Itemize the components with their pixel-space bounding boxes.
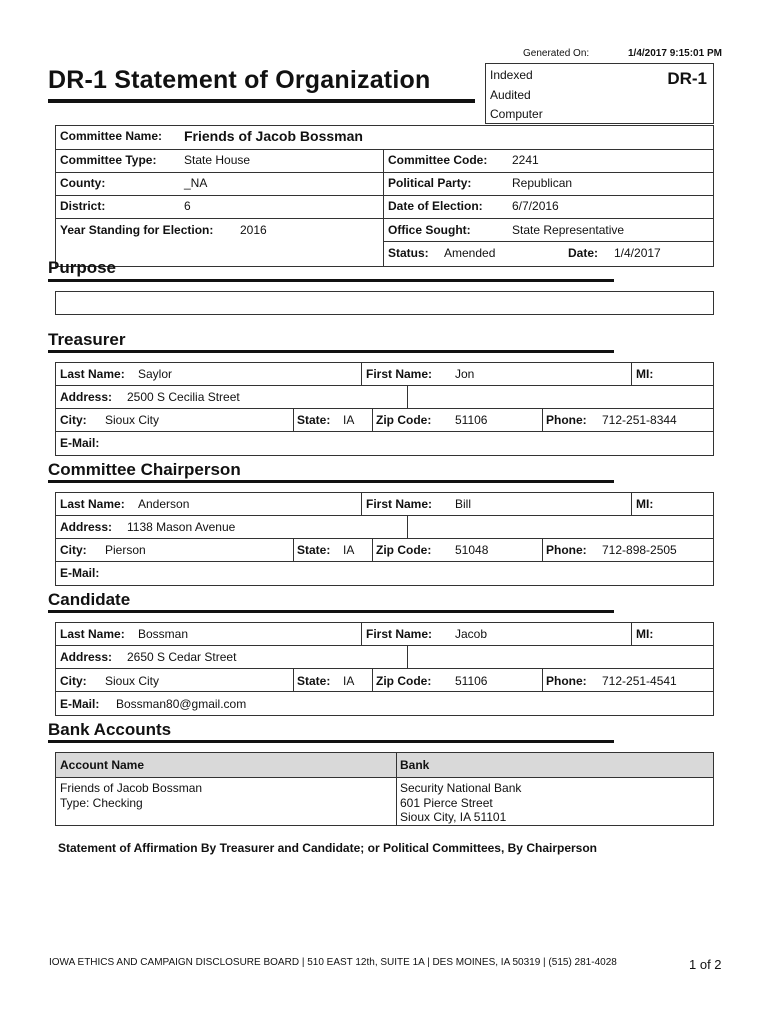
treasurer-heading: Treasurer — [48, 330, 126, 349]
bank-accounts-heading: Bank Accounts — [48, 720, 172, 739]
chairperson-zip: 51048 — [455, 543, 489, 557]
treasurer-mi-label: MI: — [636, 367, 654, 381]
chairperson-address: 1138 Mason Avenue — [127, 520, 236, 534]
candidate-address: 2650 S Cedar Street — [127, 650, 237, 664]
generated-on-label: Generated On: — [523, 48, 590, 59]
candidate-city: Sioux City — [105, 674, 160, 688]
political-party-label: Political Party: — [388, 176, 472, 190]
year-standing-label: Year Standing for Election: — [60, 223, 214, 237]
election-date-label: Date of Election: — [388, 199, 483, 213]
page-number: 1 of 2 — [689, 957, 722, 972]
candidate-state: IA — [343, 674, 355, 688]
district-label: District: — [60, 199, 106, 213]
candidate-zip-label: Zip Code: — [376, 674, 432, 688]
candidate-city-label: City: — [60, 674, 87, 688]
chairperson-state: IA — [343, 543, 355, 557]
candidate-first-name-label: First Name: — [366, 627, 433, 641]
chairperson-city-label: City: — [60, 543, 87, 557]
treasurer-city-label: City: — [60, 413, 87, 427]
purpose-heading: Purpose — [48, 258, 117, 277]
candidate-email-label: E-Mail: — [60, 697, 100, 711]
chairperson-email-label: E-Mail: — [60, 566, 100, 580]
treasurer-last-name-label: Last Name: — [60, 367, 125, 381]
candidate-phone-label: Phone: — [546, 674, 587, 688]
treasurer-address-label: Address: — [60, 390, 113, 404]
chairperson-phone: 712-898-2505 — [602, 543, 677, 557]
chairperson-last-name-label: Last Name: — [60, 497, 125, 511]
page-title: DR-1 Statement of Organization — [48, 66, 431, 94]
chairperson-zip-label: Zip Code: — [376, 543, 432, 557]
committee-code-label: Committee Code: — [388, 153, 488, 167]
county: _NA — [184, 176, 208, 190]
generated-on-value: 1/4/2017 9:15:01 PM — [628, 48, 722, 59]
treasurer-first-name: Jon — [455, 367, 475, 381]
filing-stamp-box — [485, 63, 714, 124]
chairperson-first-name-label: First Name: — [366, 497, 433, 511]
chairperson-last-name: Anderson — [138, 497, 190, 511]
treasurer-last-name: Saylor — [138, 367, 173, 381]
chairperson-rule — [48, 480, 614, 483]
office-sought-label: Office Sought: — [388, 223, 471, 237]
treasurer-state: IA — [343, 413, 355, 427]
chairperson-city: Pierson — [105, 543, 146, 557]
account-type-line: Type: Checking — [60, 796, 143, 810]
treasurer-rule — [48, 350, 614, 353]
chairperson-address-label: Address: — [60, 520, 113, 534]
chairperson-phone-label: Phone: — [546, 543, 587, 557]
election-date: 6/7/2016 — [512, 199, 559, 213]
year-standing: 2016 — [240, 223, 267, 237]
purpose-rule — [48, 279, 614, 282]
bank-header: Bank — [400, 758, 430, 772]
bank-name-line: Security National Bank — [400, 781, 522, 795]
committee-code: 2241 — [512, 153, 539, 167]
candidate-phone: 712-251-4541 — [602, 674, 677, 688]
treasurer-address: 2500 S Cecilia Street — [127, 390, 240, 404]
candidate-last-name: Bossman — [138, 627, 189, 641]
committee-type: State House — [184, 153, 251, 167]
stamp-indexed: Indexed — [490, 68, 533, 82]
candidate-heading: Candidate — [48, 590, 131, 609]
treasurer-state-label: State: — [297, 413, 331, 427]
affirmation-statement: Statement of Affirmation By Treasurer and Candidate; or Political Committees, By Chairperson — [58, 841, 597, 855]
treasurer-zip-label: Zip Code: — [376, 413, 432, 427]
chairperson-first-name: Bill — [455, 497, 472, 511]
treasurer-phone-label: Phone: — [546, 413, 587, 427]
political-party: Republican — [512, 176, 573, 190]
district: 6 — [184, 199, 191, 213]
bank-accounts-rule — [48, 740, 614, 743]
treasurer-email-label: E-Mail: — [60, 436, 100, 450]
bank-street-line: 601 Pierce Street — [400, 796, 493, 810]
bank-city-line: Sioux City, IA 51101 — [400, 810, 507, 824]
treasurer-city: Sioux City — [105, 413, 160, 427]
bank-table-header — [56, 753, 713, 778]
date: 1/4/2017 — [614, 246, 661, 260]
candidate-zip: 51106 — [455, 674, 488, 688]
account-name-line-1: Friends of Jacob Bossman — [60, 781, 203, 795]
date-label: Date: — [568, 246, 599, 260]
committee-name-label: Committee Name: — [60, 129, 163, 143]
committee-name: Friends of Jacob Bossman — [184, 128, 363, 144]
stamp-computer: Computer — [490, 107, 543, 121]
chairperson-state-label: State: — [297, 543, 331, 557]
status-label: Status: — [388, 246, 429, 260]
account-name-header: Account Name — [60, 758, 145, 772]
chairperson-heading: Committee Chairperson — [48, 460, 241, 479]
committee-type-label: Committee Type: — [60, 153, 157, 167]
office-sought: State Representative — [512, 223, 625, 237]
candidate-last-name-label: Last Name: — [60, 627, 125, 641]
title-underline — [48, 99, 475, 103]
stamp-audited: Audited — [490, 88, 531, 102]
chairperson-mi-label: MI: — [636, 497, 654, 511]
purpose-box — [55, 291, 714, 315]
candidate-first-name: Jacob — [455, 627, 488, 641]
treasurer-phone: 712-251-8344 — [602, 413, 677, 427]
candidate-state-label: State: — [297, 674, 331, 688]
treasurer-zip: 51106 — [455, 413, 488, 427]
bank-accounts-table — [55, 752, 714, 826]
candidate-address-label: Address: — [60, 650, 113, 664]
treasurer-first-name-label: First Name: — [366, 367, 433, 381]
candidate-mi-label: MI: — [636, 627, 654, 641]
form-code: DR-1 — [667, 69, 707, 88]
candidate-rule — [48, 610, 614, 613]
status: Amended — [444, 246, 496, 260]
candidate-email: Bossman80@gmail.com — [116, 697, 247, 711]
footer-address: IOWA ETHICS AND CAMPAIGN DISCLOSURE BOARD | 510 EAST 12th, SUITE 1A | DES MOINES, IA 50319 | (515) 281-4028 — [49, 957, 617, 968]
county-label: County: — [60, 176, 106, 190]
